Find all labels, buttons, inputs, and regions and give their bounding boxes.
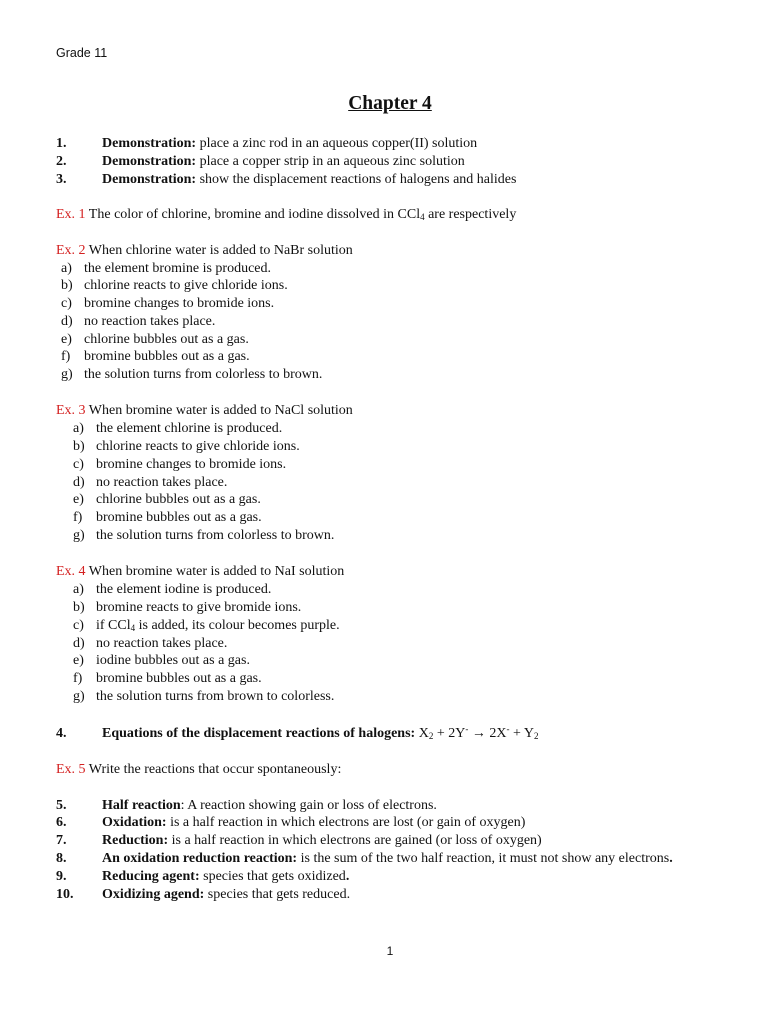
option-item: c) bromine changes to bromide ions. xyxy=(73,457,287,472)
exercise-1 xyxy=(56,206,516,223)
item-number: 3. xyxy=(56,172,67,187)
option-item: b) bromine reacts to give bromide ions. xyxy=(73,600,302,615)
halogen-displacement-equation: 4. Equations of the displacement reactions of halogens: $X_2 + 2Y^- \to 2X^- + Y_2$ xyxy=(56,724,539,741)
exercise-tag: Ex. 5 xyxy=(56,762,86,777)
item-label: Demonstration: xyxy=(102,172,197,187)
exercise-tag: Ex. 3 xyxy=(56,403,86,418)
option-item: g) the solution turns from brown to colorless. xyxy=(73,689,335,704)
exercise-text: The color of chlorine, bromine and iodine dissolved in CCl xyxy=(85,207,421,222)
option-item: b) chlorine reacts to give chloride ions. xyxy=(61,278,288,293)
item-label: Demonstration: xyxy=(102,154,197,169)
exercise-3 xyxy=(56,402,353,419)
definition-item: 6. Oxidation: is a half reaction in which electrons are lost (or gain of oxygen) xyxy=(56,815,526,830)
option-item: e) chlorine bubbles out as a gas. xyxy=(61,332,249,347)
option-item: f) bromine bubbles out as a gas. xyxy=(73,671,262,686)
option-item: c) bromine changes to bromide ions. xyxy=(61,296,275,311)
option-item: g) the solution turns from colorless to brown. xyxy=(73,528,335,543)
exercise-text: When chlorine water is added to NaBr solution xyxy=(85,243,353,258)
item-number: 2. xyxy=(56,154,67,169)
item-number: 1. xyxy=(56,136,67,151)
item-label: Demonstration: xyxy=(102,136,197,151)
item-label: Equations of the displacement reactions of halogens: xyxy=(102,726,416,741)
page-title: Chapter 4 xyxy=(348,93,432,114)
item-text: place a copper strip in an aqueous zinc solution xyxy=(196,154,465,169)
option-item: e) iodine bubbles out as a gas. xyxy=(73,653,250,668)
option-item: b) chlorine reacts to give chloride ions. xyxy=(73,439,300,454)
option-item: c) if CCl$_4$ is added, its colour becomes purple. xyxy=(73,618,340,633)
definition-item: 8. An oxidation reduction reaction: is the sum of the two half reaction, it must not show any electrons. xyxy=(56,851,673,866)
page-number: 1 xyxy=(386,944,394,958)
subscript: 4 xyxy=(420,212,425,222)
exercise-tag: Ex. 4 xyxy=(56,564,86,579)
definition-item: 9. Reducing agent: species that gets oxidized. xyxy=(56,869,350,884)
exercise-text-end: are respectively xyxy=(424,207,517,222)
list-item xyxy=(56,171,516,188)
list-item xyxy=(56,135,477,152)
item-number: 4. xyxy=(56,726,67,741)
definition-item: 5. Half reaction: A reaction showing gain or loss of electrons. xyxy=(56,798,437,813)
grade-label: Grade 11 xyxy=(56,46,108,60)
option-item: e) chlorine bubbles out as a gas. xyxy=(73,492,261,507)
exercise-5 xyxy=(56,761,341,778)
list-item xyxy=(56,153,465,170)
definition-item: 7. Reduction: is a half reaction in which electrons are gained (or loss of oxygen) xyxy=(56,833,542,848)
definition-item: 10. Oxidizing agend: species that gets reduced. xyxy=(56,887,351,902)
exercise-text: When bromine water is added to NaI solution xyxy=(85,564,345,579)
option-item: g) the solution turns from colorless to brown. xyxy=(61,367,323,382)
exercise-tag: Ex. 1 xyxy=(56,207,86,222)
option-item: a) the element bromine is produced. xyxy=(61,261,271,276)
option-item: f) bromine bubbles out as a gas. xyxy=(61,349,250,364)
exercise-tag: Ex. 2 xyxy=(56,243,86,258)
item-text: show the displacement reactions of halogens and halides xyxy=(196,172,517,187)
exercise-4 xyxy=(56,563,344,580)
exercise-text: When bromine water is added to NaCl solution xyxy=(85,403,353,418)
option-item: a) the element chlorine is produced. xyxy=(73,421,283,436)
option-item: d) no reaction takes place. xyxy=(61,314,216,329)
exercise-2 xyxy=(56,242,353,259)
item-text: place a zinc rod in an aqueous copper(II) solution xyxy=(196,136,478,151)
exercise-text: Write the reactions that occur spontaneously: xyxy=(85,762,342,777)
option-item: a) the element iodine is produced. xyxy=(73,582,272,597)
option-item: d) no reaction takes place. xyxy=(73,475,228,490)
option-item: d) no reaction takes place. xyxy=(73,636,228,651)
option-item: f) bromine bubbles out as a gas. xyxy=(73,510,262,525)
